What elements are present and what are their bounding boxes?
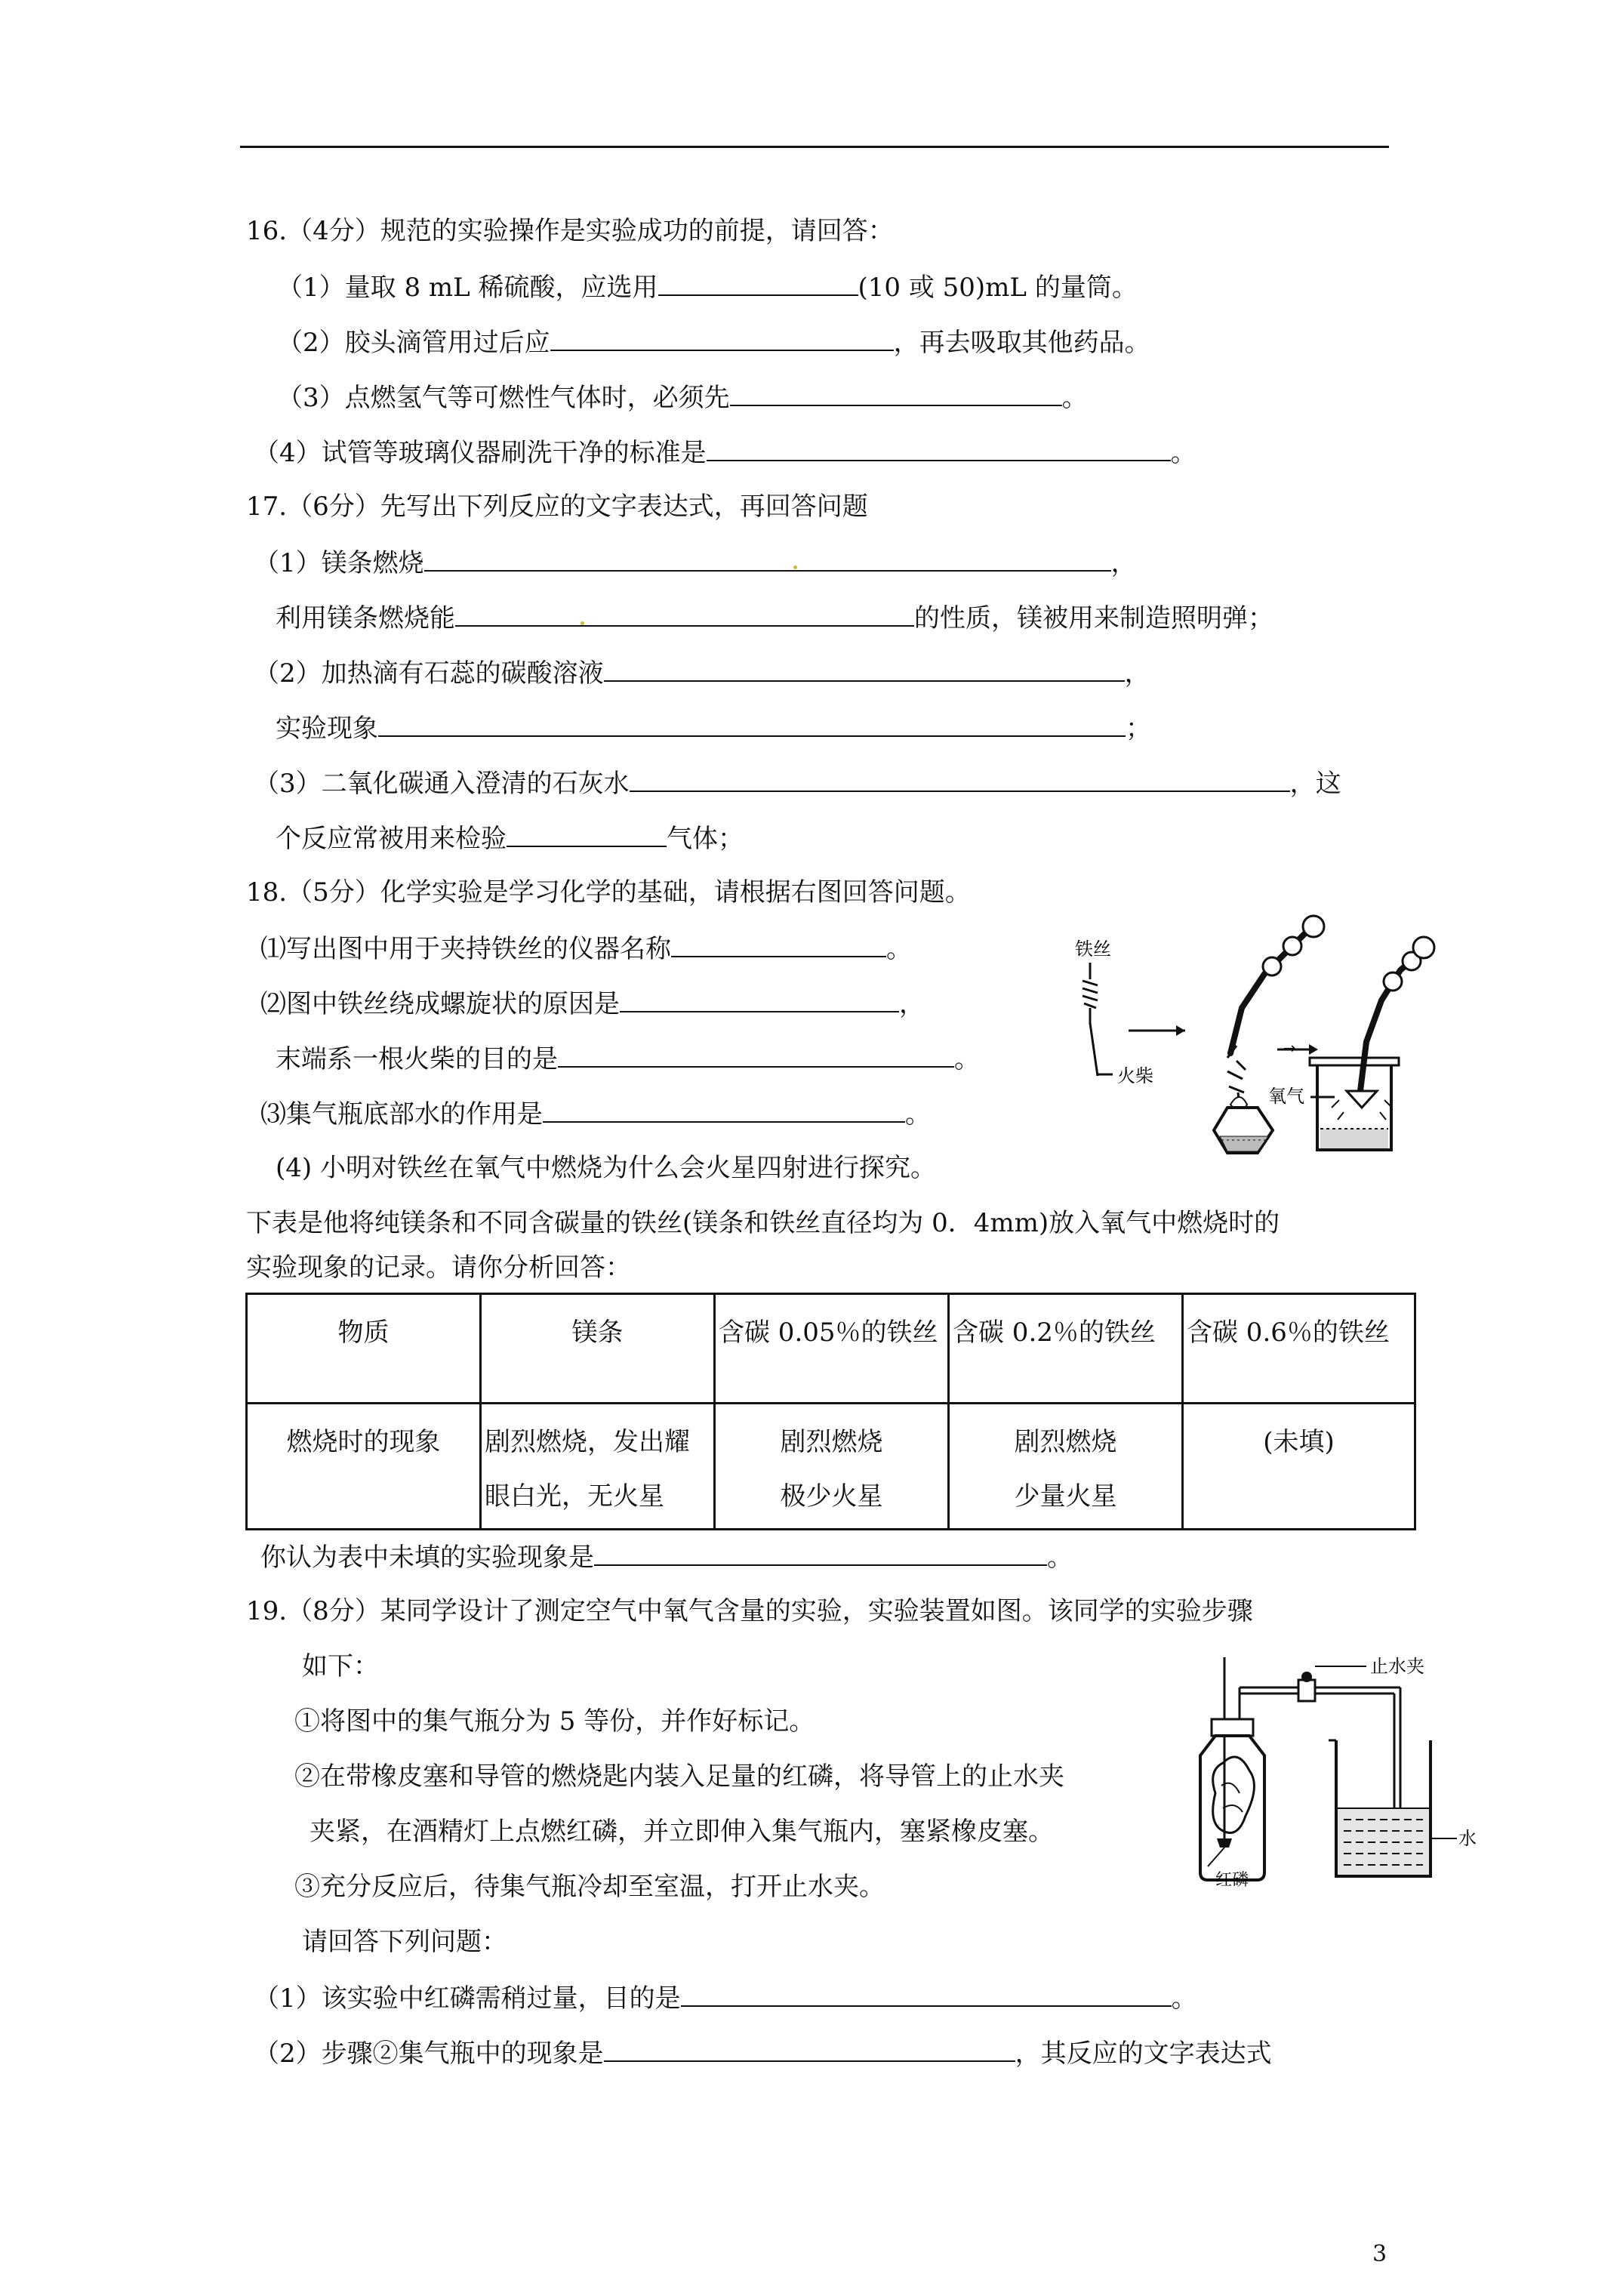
cell-line: 极少火星 <box>780 1481 883 1512</box>
label-water: 水 <box>1458 1828 1477 1849</box>
label-match: 火柴 <box>1117 1065 1153 1086</box>
header-cell: 物质 <box>247 1294 481 1404</box>
oxygen-content-apparatus-figure <box>1185 1650 1502 1891</box>
answer-blank[interactable] <box>620 987 899 1012</box>
answer-blank[interactable] <box>558 1042 954 1068</box>
answer-blank[interactable] <box>594 1540 1047 1566</box>
iron-wire-combustion-figure <box>1057 910 1495 1159</box>
table-header-row <box>247 1294 1415 1404</box>
q19-ask: 请回答下列问题： <box>302 1927 507 1957</box>
q18-intro-line-1: 下表是他将纯镁条和不同含碳量的铁丝(镁条和铁丝直径均为 0．4mm)放入氧气中燃烧时的 <box>246 1208 1280 1238</box>
header-cell: 镁条 <box>481 1294 715 1404</box>
q19-step-2: ②在带橡皮塞和导管的燃烧匙内装入足量的红磷，将导管上的止水夹 <box>294 1761 1064 1792</box>
table-cell: (未填) <box>1183 1404 1415 1530</box>
q18-part-2-cont: 末端系一根火柴的目的是 。 <box>276 1042 980 1075</box>
answer-blank[interactable] <box>671 932 886 957</box>
q17-part-2: （2）加热滴有石蕊的碳酸溶液 ， <box>254 656 1150 689</box>
q18-part-1: ⑴写出图中用于夹持铁丝的仪器名称 。 <box>260 932 912 965</box>
q18-stem: 18.（5分）化学实验是学习化学的基础，请根据右图回答问题。 <box>246 877 971 908</box>
q19-step-1: ①将图中的集气瓶分为 5 等份，并作好标记。 <box>294 1706 815 1737</box>
q19-stem-cont: 如下： <box>302 1651 379 1681</box>
answer-blank[interactable] <box>543 1097 905 1123</box>
q18-intro-line-2: 实验现象的记录。请你分析回答： <box>246 1253 631 1283</box>
table-cell: 剧烈燃烧，发出耀眼白光，无火星 <box>481 1404 715 1530</box>
q18-part-2: ⑵图中铁丝绕成螺旋状的原因是 ， <box>260 987 925 1020</box>
q18-part-4: (4) 小明对铁丝在氧气中燃烧为什么会火星四射进行探究。 <box>276 1153 936 1183</box>
header-cell: 含碳 0.6％的铁丝 <box>1183 1294 1415 1404</box>
header-rule <box>240 146 1389 148</box>
cell-line: 少量火星 <box>1014 1481 1117 1512</box>
answer-blank[interactable] <box>630 766 1290 792</box>
q19-part-1: （1）该实验中红磷需稍过量，目的是 。 <box>254 1981 1197 2014</box>
label-oxygen: 氧气 <box>1268 1086 1304 1107</box>
arrow-glyph: → <box>1283 1039 1296 1057</box>
q17-part-1-cont: 利用镁条燃烧能 的性质，镁被用来制造照明弹； <box>276 601 1273 634</box>
q17-part-3: （3）二氧化碳通入澄清的石灰水 ，这 <box>254 766 1341 800</box>
table-row <box>247 1404 1415 1530</box>
answer-blank[interactable] <box>378 711 1126 737</box>
q18-after-table: 你认为表中未填的实验现象是 。 <box>260 1540 1073 1573</box>
observation-table <box>245 1293 1416 1530</box>
q19-stem: 19.（8分）某同学设计了测定空气中氧气含量的实验，实验装置如图。该同学的实验步骤 <box>246 1596 1253 1626</box>
q16-part-1: （1）量取 8 mL 稀硫酸，应选用 (10 或 50)mL 的量筒。 <box>277 270 1138 304</box>
answer-blank[interactable] <box>507 821 667 847</box>
page-number: 3 <box>1372 2241 1387 2267</box>
table-cell <box>949 1404 1183 1530</box>
q19-step-3: ③充分反应后，待集气瓶冷却至室温，打开止水夹。 <box>294 1872 885 1902</box>
ink-speck <box>581 621 584 625</box>
q18-part-3: ⑶集气瓶底部水的作用是 。 <box>260 1097 931 1130</box>
cell-line: 剧烈燃烧 <box>780 1427 883 1457</box>
q17-stem: 17.（6分）先写出下列反应的文字表达式，再回答问题 <box>246 492 868 522</box>
q17-part-2-cont: 实验现象 ； <box>276 711 1151 744</box>
header-cell: 含碳 0.05％的铁丝 <box>715 1294 949 1404</box>
answer-blank[interactable] <box>707 436 1171 461</box>
ink-speck <box>793 566 797 569</box>
answer-blank[interactable] <box>681 1981 1172 2007</box>
answer-blank[interactable] <box>658 270 858 296</box>
label-iron-wire: 铁丝 <box>1075 938 1111 960</box>
answer-blank[interactable] <box>604 656 1125 682</box>
q17-part-3-cont: 个反应常被用来检验 气体； <box>276 821 744 855</box>
answer-blank[interactable] <box>604 2036 1015 2062</box>
q16-part-2: （2）胶头滴管用过后应 ，再去吸取其他药品。 <box>277 325 1150 359</box>
header-cell: 含碳 0.2％的铁丝 <box>949 1294 1183 1404</box>
answer-blank[interactable] <box>730 381 1062 406</box>
q16-stem: 16.（4分）规范的实验操作是实验成功的前提，请回答： <box>246 216 894 246</box>
q16-part-3: （3）点燃氢气等可燃性气体时，必须先 。 <box>277 381 1088 414</box>
label-phosphorus: 红磷 <box>1215 1871 1249 1890</box>
q16-part-4: （4）试管等玻璃仪器刷洗干净的标准是 。 <box>254 436 1196 469</box>
cell-line: 剧烈燃烧 <box>1014 1427 1117 1457</box>
table-cell: 燃烧时的现象 <box>247 1404 481 1530</box>
table-cell <box>715 1404 949 1530</box>
answer-blank[interactable] <box>550 325 894 351</box>
q17-part-1: （1）镁条燃烧 ， <box>254 546 1137 579</box>
q19-step-2-cont: 夹紧，在酒精灯上点燃红磷，并立即伸入集气瓶内，塞紧橡皮塞。 <box>310 1817 1054 1847</box>
answer-blank[interactable] <box>424 546 1111 572</box>
q19-part-2: （2）步骤②集气瓶中的现象是 ，其反应的文字表达式 <box>254 2036 1272 2069</box>
label-clamp: 止水夹 <box>1370 1656 1424 1677</box>
answer-blank[interactable] <box>455 601 914 627</box>
